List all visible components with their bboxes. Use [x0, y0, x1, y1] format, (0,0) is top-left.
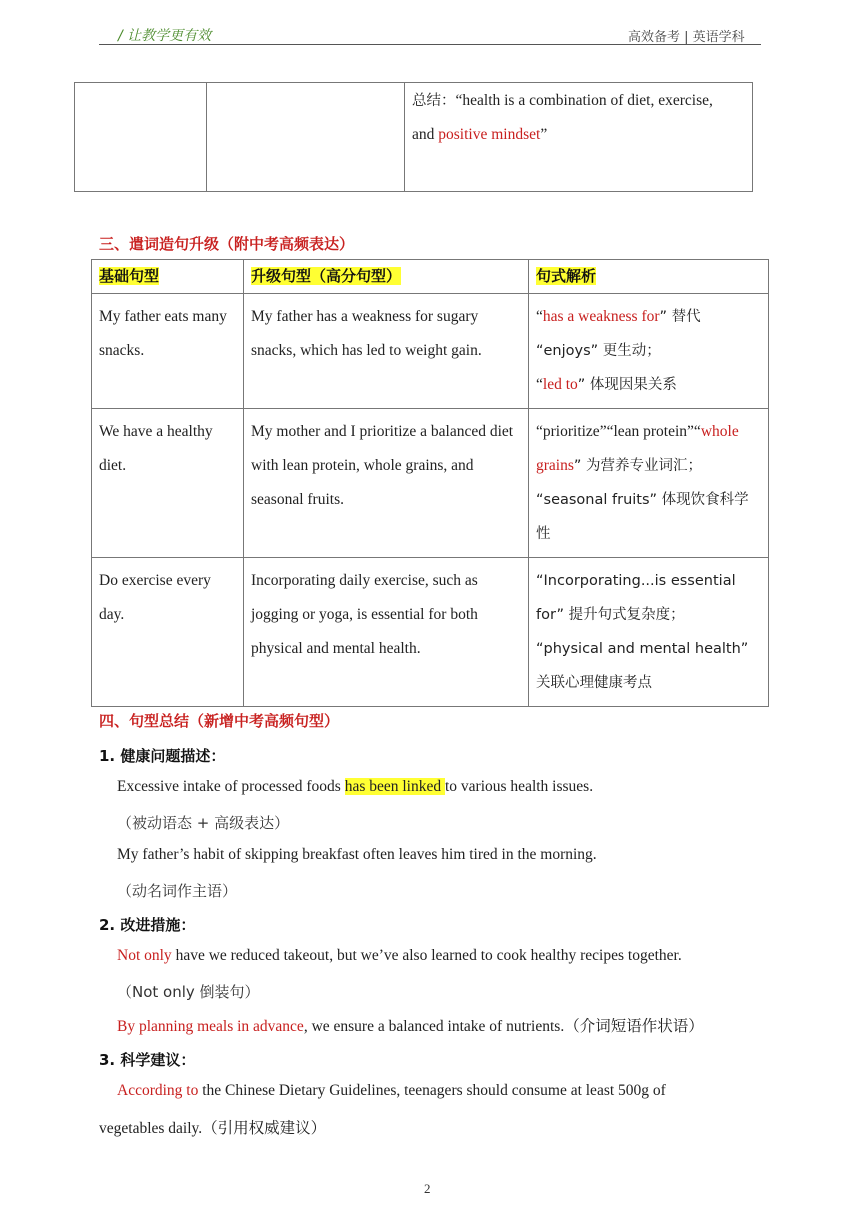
- example-sentence: My father’s habit of skipping breakfast often leaves him tired in the morning.: [117, 846, 597, 863]
- item-heading: 2. 改进措施：: [99, 916, 196, 934]
- basic-sentence: We have a healthy diet.: [92, 409, 244, 558]
- item-heading: 3. 科学建议：: [99, 1051, 196, 1069]
- upgraded-sentence: Incorporating daily exercise, such as jogging or yoga, is essential for both physical and mental health.: [244, 558, 529, 707]
- example-sentence: Excessive intake of processed foods has been linked to various health issues.: [117, 778, 594, 795]
- summary-cell: 总结：“health is a combination of diet, exercise, and positive mindset”: [405, 83, 753, 192]
- empty-cell: [207, 83, 405, 192]
- continued-table: [74, 82, 753, 192]
- basic-sentence: My father eats many snacks.: [92, 294, 244, 409]
- empty-cell: [75, 83, 207, 192]
- highlighted-phrase: has been linked: [344, 778, 445, 795]
- upgrade-table: [91, 259, 769, 707]
- sentence-note: （动名词作主语）: [117, 882, 238, 900]
- item-heading: 1. 健康问题描述：: [99, 747, 226, 765]
- analysis: “Incorporating...is essential for” 提升句式复杂度； “physical and mental health” 关联心理健康考点: [529, 558, 769, 707]
- sentence-note: （被动语态 + 高级表达）: [117, 814, 290, 832]
- sentence-note: （Not only 倒装句）: [117, 983, 260, 1001]
- table-row: [92, 294, 769, 409]
- upgraded-sentence: My mother and I prioritize a balanced diet with lean protein, whole grains, and seasonal fruits.: [244, 409, 529, 558]
- example-sentence: According to the Chinese Dietary Guidelines, teenagers should consume at least 500g of: [117, 1082, 666, 1099]
- header-divider: [99, 44, 761, 45]
- upgraded-sentence: My father has a weakness for sugary snacks, which has led to weight gain.: [244, 294, 529, 409]
- section3-title: 三、遣词造句升级（附中考高频表达）: [99, 235, 355, 253]
- header-basic: 基础句型: [92, 260, 244, 294]
- analysis: “prioritize”“lean protein”“whole grains” 为营养专业词汇； “seasonal fruits” 体现饮食科学性: [529, 409, 769, 558]
- example-sentence: Not only have we reduced takeout, but we’ve also learned to cook healthy recipes together.: [117, 947, 682, 964]
- example-sentence-continued: vegetables daily.（引用权威建议）: [99, 1120, 327, 1137]
- header-analysis: 句式解析: [529, 260, 769, 294]
- table-row: [92, 409, 769, 558]
- page-number: 2: [424, 1181, 431, 1196]
- header-upgraded: 升级句型（高分句型）: [244, 260, 529, 294]
- header-slogan: / 让教学更有效: [118, 28, 212, 44]
- basic-sentence: Do exercise every day.: [92, 558, 244, 707]
- section4-title: 四、句型总结（新增中考高频句型）: [99, 712, 340, 730]
- summary-keyword: positive mindset: [438, 126, 541, 143]
- header-subject: 高效备考 | 英语学科: [628, 30, 745, 45]
- table-row: [92, 558, 769, 707]
- analysis: “has a weakness for” 替代 “enjoys” 更生动； “led to” 体现因果关系: [529, 294, 769, 409]
- example-sentence: By planning meals in advance, we ensure a balanced intake of nutrients.（介词短语作状语）: [117, 1018, 704, 1035]
